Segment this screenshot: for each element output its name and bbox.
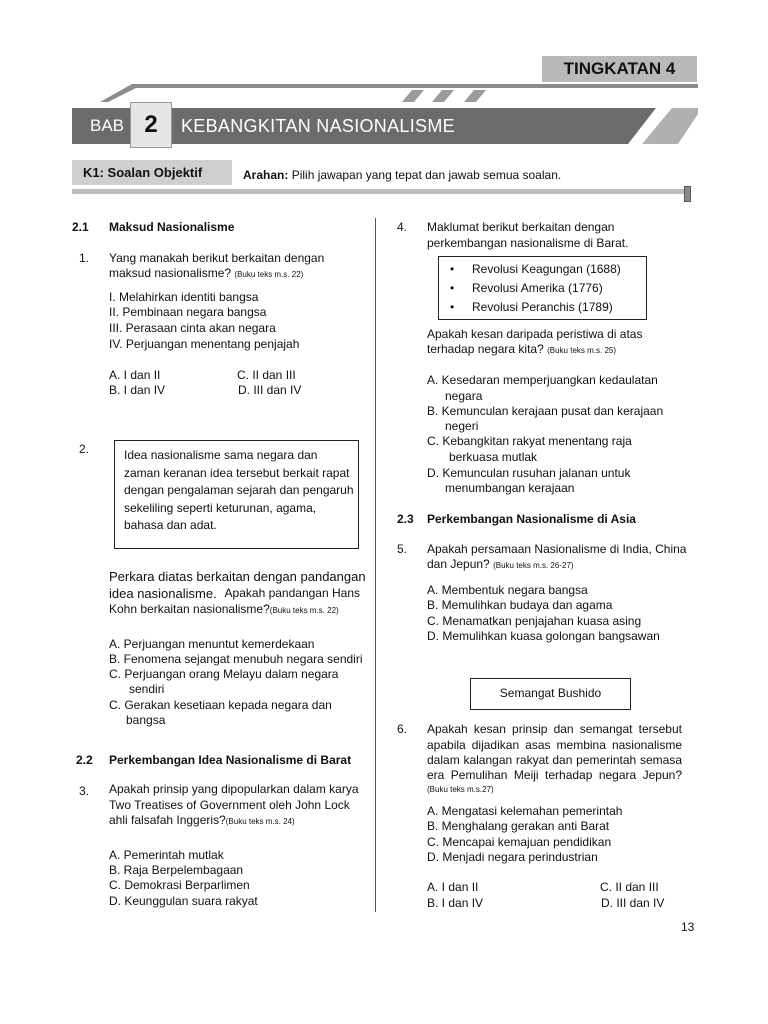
column-divider xyxy=(375,218,376,912)
q5-option-c: C. Menamatkan penjajahan kuasa asing xyxy=(427,614,642,628)
q2-stem-line3-text: Kohn berkaitan nasionalisme? xyxy=(109,602,270,616)
q3-option-c: C. Demokrasi Berparlimen xyxy=(109,878,250,892)
chapter-number: 2 xyxy=(130,102,172,148)
k1-label: K1: Soalan Objektif xyxy=(72,160,232,185)
q5-option-d: D. Memulihkan kuasa golongan bangsawan xyxy=(427,629,660,643)
q1-item: I. Melahirkan identiti bangsa xyxy=(109,290,259,304)
q6-option-b: B. I dan IV xyxy=(427,896,484,910)
q6-option-c: C. II dan III xyxy=(600,880,659,894)
q3-line3-text: ahli falsafah Inggeris? xyxy=(109,813,226,827)
q2-option-c: C. Perjuangan orang Melayu dalam negara xyxy=(109,667,339,681)
tingkatan-label: TINGKATAN 4 xyxy=(542,56,697,82)
q2-box-line: zaman keranan idea tersebut berkait rapat xyxy=(124,466,350,480)
q6-option-d: D. III dan IV xyxy=(601,896,665,910)
q5-option-a: A. Membentuk negara bangsa xyxy=(427,583,588,597)
q4-line2: perkembangan nasionalisme di Barat. xyxy=(427,236,629,250)
q6-number: 6. xyxy=(397,722,408,736)
q2-box-line: sekeliling seperti keturunan, agama, xyxy=(124,501,317,515)
q3-line2: Two Treatises of Government oleh John Lock xyxy=(109,798,350,812)
q4-option-b-cont: negeri xyxy=(445,419,479,433)
q2-number: 2. xyxy=(79,442,90,456)
q4-stem-line1: Apakah kesan daripada peristiwa di atas xyxy=(427,327,643,341)
q2-stem-line3 xyxy=(109,602,339,619)
q4-reference: (Buku teks m.s. 25) xyxy=(547,346,617,355)
arahan-text: Pilih jawapan yang tepat dan jawab semua soalan. xyxy=(291,168,562,182)
q2-box-line: bahasa dan adat. xyxy=(124,518,217,532)
q1-item: III. Perasaan cinta akan negara xyxy=(109,321,276,335)
q4-bullet-item: Revolusi Keagungan (1688) xyxy=(472,262,621,276)
q4-number: 4. xyxy=(397,220,408,234)
q2-option-d: C. Gerakan kesetiaan kepada negara dan xyxy=(109,698,332,712)
q6-item: B. Menghalang gerakan anti Barat xyxy=(427,819,610,833)
q4-option-c-cont: berkuasa mutlak xyxy=(449,450,538,464)
q6-context-text: Semangat Bushido xyxy=(499,686,602,700)
q2-box-line: Idea nasionalisme sama negara dan xyxy=(124,448,318,462)
arahan-instruction xyxy=(243,168,561,182)
section-2-3-title: Perkembangan Nasionalisme di Asia xyxy=(427,512,636,526)
page-number: 13 xyxy=(681,920,695,934)
q1-option-a: A. I dan II xyxy=(109,368,161,382)
section-2-2-number: 2.2 xyxy=(76,753,93,767)
q6-line3: dalam kalangan rakyat dan pemerintah semasa xyxy=(427,753,682,767)
q3-option-b: B. Raja Berpelembagaan xyxy=(109,863,244,877)
q1-line2 xyxy=(109,266,303,283)
section-2-2-title: Perkembangan Idea Nasionalisme di Barat xyxy=(109,753,352,767)
section-2-1-title: Maksud Nasionalisme xyxy=(109,220,235,234)
q4-line1: Maklumat berikut berkaitan dengan xyxy=(427,220,615,234)
q2-option-c-cont: sendiri xyxy=(129,682,165,696)
q4-bullet-item: Revolusi Peranchis (1789) xyxy=(472,300,613,314)
q4-stem-line2-text: terhadap negara kita? xyxy=(427,342,544,356)
q6-line1: Apakah kesan prinsip dan semangat tersebut xyxy=(427,722,682,736)
q6-option-a: A. I dan II xyxy=(427,880,479,894)
q1-number: 1. xyxy=(79,251,90,265)
q5-number: 5. xyxy=(397,542,408,556)
q6-line4: era Pemulihan Meiji terhadap negara Jepun? xyxy=(427,768,682,782)
q4-option-b: B. Kemunculan kerajaan pusat dan kerajaan xyxy=(427,404,664,418)
q4-option-a-cont: negara xyxy=(445,389,483,403)
q2-stem-line2a: idea nasionalisme. xyxy=(109,586,217,601)
q1-option-b: B. I dan IV xyxy=(109,383,166,397)
q1-item: IV. Perjuangan menentang penjajah xyxy=(109,337,300,351)
q4-option-a: A. Kesedaran memperjuangkan kedaulatan xyxy=(427,373,658,387)
q2-stem-line2b: Apakah pandangan Hans xyxy=(224,586,360,600)
q5-option-b: B. Memulihkan budaya dan agama xyxy=(427,598,613,612)
q2-stem-line2 xyxy=(109,586,360,602)
q4-stem-line2 xyxy=(427,342,616,359)
q3-line3 xyxy=(109,813,295,830)
q3-line1: Apakah prinsip yang dipopularkan dalam karya xyxy=(109,782,359,796)
q1-reference: (Buku teks m.s. 22) xyxy=(234,270,304,279)
q5-line1: Apakah persamaan Nasionalisme di India, China xyxy=(427,542,687,556)
arahan-label: Arahan: xyxy=(243,168,289,182)
section-2-3-number: 2.3 xyxy=(397,512,414,526)
q4-option-d: D. Kemunculan rusuhan jalanan untuk xyxy=(427,466,631,480)
q1-line1: Yang manakah berikut berkaitan dengan xyxy=(109,251,325,265)
q6-item: C. Mencapai kemajuan pendidikan xyxy=(427,835,612,849)
q6-line2: apabila dijadikan asas membina nasionalisme xyxy=(427,738,682,752)
bab-label: BAB xyxy=(90,116,125,135)
q3-number: 3. xyxy=(79,784,90,798)
q5-reference: (Buku teks m.s. 26-27) xyxy=(493,561,574,570)
q3-option-a: A. Pemerintah mutlak xyxy=(109,848,224,862)
bullet-icon: • xyxy=(450,262,455,276)
q1-option-c: C. II dan III xyxy=(237,368,296,382)
q2-option-a: A. Perjuangan menuntut kemerdekaan xyxy=(109,637,315,651)
q2-box-line: dengan pengalaman sejarah dan pengaruh xyxy=(124,483,354,497)
q2-option-b: B. Fenomena sejangat menubuh negara sendiri xyxy=(109,652,363,666)
q1-option-d: D. III dan IV xyxy=(238,383,302,397)
q1-item: II. Pembinaan negara bangsa xyxy=(109,305,267,319)
q5-line2-text: dan Jepun? xyxy=(427,557,490,571)
divider-bar xyxy=(72,189,686,194)
q2-option-d-cont: bangsa xyxy=(126,713,166,727)
chapter-title: KEBANGKITAN NASIONALISME xyxy=(181,116,455,136)
q3-reference: (Buku teks m.s. 24) xyxy=(225,817,295,826)
q1-line2-text: maksud nasionalisme? xyxy=(109,266,232,280)
q6-item: A. Mengatasi kelemahan pemerintah xyxy=(427,804,623,818)
q4-option-d-cont: menumbangan kerajaan xyxy=(445,481,575,495)
bullet-icon: • xyxy=(450,281,455,295)
bullet-icon: • xyxy=(450,300,455,314)
q2-stem-line1: Perkara diatas berkaitan dengan pandangan xyxy=(109,569,366,584)
divider-bar-cap xyxy=(684,186,691,202)
q6-item: D. Menjadi negara perindustrian xyxy=(427,850,598,864)
q3-option-d: D. Keunggulan suara rakyat xyxy=(109,894,258,908)
section-2-1-number: 2.1 xyxy=(72,220,89,234)
q4-option-c: C. Kebangkitan rakyat menentang raja xyxy=(427,434,632,448)
q2-reference: (Buku teks m.s. 22) xyxy=(269,606,339,615)
q5-line2 xyxy=(427,557,574,574)
q6-reference: (Buku teks m.s.27) xyxy=(427,785,494,794)
q4-bullet-item: Revolusi Amerika (1776) xyxy=(472,281,603,295)
